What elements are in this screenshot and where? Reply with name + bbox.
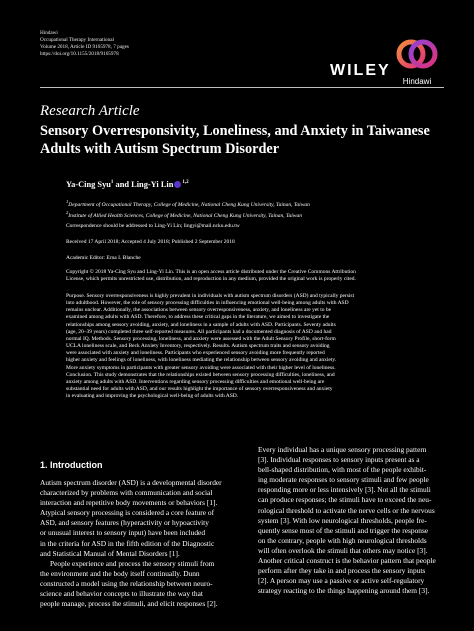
text-line: higher anxiety and feelings of loneliness, with loneliness mediating the relationship between sensory avoiding and anxiety. bbox=[66, 357, 337, 364]
affiliations bbox=[66, 198, 446, 220]
text-line: and Statistical Manual of Mental Disorders [1]. bbox=[40, 548, 180, 558]
affiliation-sup: 2 bbox=[66, 210, 69, 216]
journal-line: https://doi.org/10.1155/2018/9165978 bbox=[40, 51, 119, 57]
text-line: in evaluating and improving the psychological well-being of adults with ASD. bbox=[66, 393, 239, 400]
dates: Received 17 April 2018; Accepted 4 July 2018; Published 2 September 2018 bbox=[66, 239, 235, 245]
text-line: on the contrary, people with high neurological thresholds bbox=[258, 535, 427, 545]
text-line: or unusual interest to sensory input) have been included bbox=[40, 528, 206, 538]
text-line: strategy reacting to the things happening around them [3]. bbox=[258, 586, 430, 596]
text-line: were associated with anxiety and loneliness. Participants who experienced sensory avoiding more frequently reported bbox=[66, 350, 325, 357]
text-line: Purpose. Sensory overresponsiveness is highly prevalent in individuals with autism spectrum disorders (ASD) and typically persist bbox=[66, 293, 355, 299]
text-line: rological threshold to activate the nerve cells or the nervous bbox=[258, 505, 435, 515]
text-line: characterized by problems with communication and social bbox=[40, 488, 213, 498]
author-sup: 1,2 bbox=[182, 180, 189, 186]
author-sup: 1 bbox=[110, 180, 114, 186]
text-line: [3]. Individual responses to sensory inputs present as a bbox=[258, 455, 420, 465]
journal-line: Volume 2018, Article ID 9165978, 7 pages bbox=[40, 44, 129, 50]
wiley-logo: WILEY bbox=[330, 62, 391, 79]
abstract bbox=[66, 293, 444, 400]
text-line: (age, 20–39 years) completed three self-reported measures. All participants had a documented diagnosis of ASD and had bbox=[66, 328, 332, 335]
text-line: More anxiety symptoms in participants with greater sensory avoiding were associated with their higher level of loneliness. bbox=[66, 364, 336, 371]
text-line: interaction and repetitive body movements or behaviors [1]. bbox=[40, 498, 218, 508]
left-column bbox=[40, 478, 236, 609]
affiliation-sup: 1 bbox=[66, 199, 69, 204]
text-line: will often overlook the stimuli that others may notice [3]. bbox=[258, 545, 428, 555]
text-line: Atypical sensory processing is considered a core feature of bbox=[40, 508, 215, 518]
author-name: Ya-Cing Syu bbox=[66, 180, 111, 189]
text-line: perform after they take in and process the sensory inputs bbox=[258, 566, 426, 576]
affiliation bbox=[66, 198, 446, 209]
text-line: quently sense most of the stimuli and trigger the response bbox=[258, 525, 429, 535]
header-rule bbox=[40, 87, 444, 88]
affiliation-text: Institute of Allied Health Sciences, College of Medicine, National Cheng Kung University, Tainan, Taiwan bbox=[68, 212, 302, 219]
copyright-line: Copyright © 2018 Ya-Cing Syu and Ling-Yi Lin. This is an open access article distributed under the Creative Commons Attribution bbox=[66, 269, 356, 275]
author-list: Ya-Cing Syu$^1$ and Ling-Yi Lin $^{1,2}$ bbox=[66, 180, 189, 189]
text-line: normal IQ. Methods. Sensory processing, loneliness, and anxiety were assessed with the Adult Sensory Profile, short-form bbox=[66, 335, 336, 342]
journal-line: Hindawi bbox=[40, 30, 58, 36]
text-line: relationships among sensory avoiding, anxiety, and loneliness in a sample of adults with ASD. Participants. Seventy adults bbox=[66, 321, 336, 328]
text-line: into adulthood. However, the role of sensory processing difficulties in influencing emotional well-being among adults with ASD bbox=[66, 300, 349, 307]
title-line: Adults with Autism Spectrum Disorder bbox=[40, 141, 280, 157]
text-line: system [3]. With low neurological thresholds, people fre- bbox=[258, 515, 427, 525]
copyright bbox=[66, 269, 446, 284]
orcid-icon[interactable] bbox=[174, 181, 181, 188]
text-line: bell-shaped distribution, with most of the people exhibit- bbox=[258, 465, 427, 475]
article-type: Research Article bbox=[40, 103, 140, 119]
text-line: examined among adults with ASD. Therefore, to address these critical gaps in the literature, we aimed to investigate the bbox=[66, 314, 330, 321]
text-line: Every individual has a unique sensory processing pattern bbox=[258, 445, 427, 454]
text-line: ASD, and sensory features (hyperactivity or hypoactivity bbox=[40, 518, 209, 528]
copyright-line: License, which permits unrestricted use, distribution, and reproduction in any medium, provided the original work is properly cited. bbox=[66, 276, 356, 283]
hindawi-rings-icon bbox=[392, 36, 442, 72]
text-line: ing moderate responses to sensory stimuli and few people bbox=[258, 475, 429, 485]
article-title bbox=[40, 122, 450, 158]
text-line: science and behavior concepts to illustrate the way that bbox=[40, 589, 203, 599]
title-line: Sensory Overresponsivity, Loneliness, and Anxiety in Taiwanese bbox=[40, 123, 430, 139]
text-line: responding more or less intensively [3]. Not all the stimuli bbox=[258, 485, 431, 495]
text-line: remains unclear. Additionally, the associations between sensory overresponsiveness, anxiety, and loneliness are yet to be bbox=[66, 307, 332, 314]
author-name: Ling-Yi Lin bbox=[131, 180, 174, 189]
journal-line: Occupational Therapy International bbox=[40, 37, 114, 43]
text-line: [2]. A person may use a passive or active self-regulatory bbox=[258, 576, 425, 586]
academic-editor: Academic Editor: Erna I. Blanche bbox=[66, 255, 141, 261]
text-line: the environment and the body itself continually. Dunn bbox=[40, 568, 200, 578]
text-line: Autism spectrum disorder (ASD) is a developmental disorder bbox=[40, 478, 222, 487]
correspondence: Correspondence should be addressed to Ling-Yi Lin; lingyi@mail.ncku.edu.tw bbox=[66, 223, 240, 229]
text-line: in the criteria for ASD in the fifth edition of the Diagnostic bbox=[40, 538, 215, 548]
journal-header bbox=[40, 30, 129, 58]
text-line: UCLA loneliness scale, and Beck Anxiety Inventory, respectively. Results. Autism spectrum traits and sensory avoiding bbox=[66, 343, 330, 350]
text-line: substantial need for adults with ASD, and our results highlight the importance of sensory overresponsiveness and anxiety bbox=[66, 386, 333, 393]
text-line: Conclusion. This study demonstrates that the relationships existed between sensory processing difficulties, loneliness, and bbox=[66, 371, 335, 378]
hindawi-logo bbox=[392, 36, 442, 86]
text-line: can produce responses; the stimuli have to exceed the neu- bbox=[258, 495, 432, 505]
text-line: people manage, process the stimuli, and elicit responses [2]. bbox=[40, 599, 218, 609]
section-title: 1. Introduction bbox=[40, 460, 103, 470]
hindawi-label: Hindawi bbox=[402, 77, 432, 86]
text-line: anxiety among adults with ASD. Interventions regarding sensory processing difficulties and emotional well-being are bbox=[66, 378, 325, 385]
right-column bbox=[258, 445, 454, 596]
affiliation bbox=[66, 209, 446, 220]
text-line: Another critical construct is the behavior pattern that people bbox=[258, 556, 436, 566]
text-line: constructed a model using the relationship between neuro- bbox=[40, 578, 213, 588]
text-line: People experience and process the sensory stimuli from bbox=[50, 558, 215, 568]
affiliation-text: Department of Occupational Therapy, College of Medicine, National Cheng Kung University, Tainan, Taiwan bbox=[68, 201, 310, 208]
